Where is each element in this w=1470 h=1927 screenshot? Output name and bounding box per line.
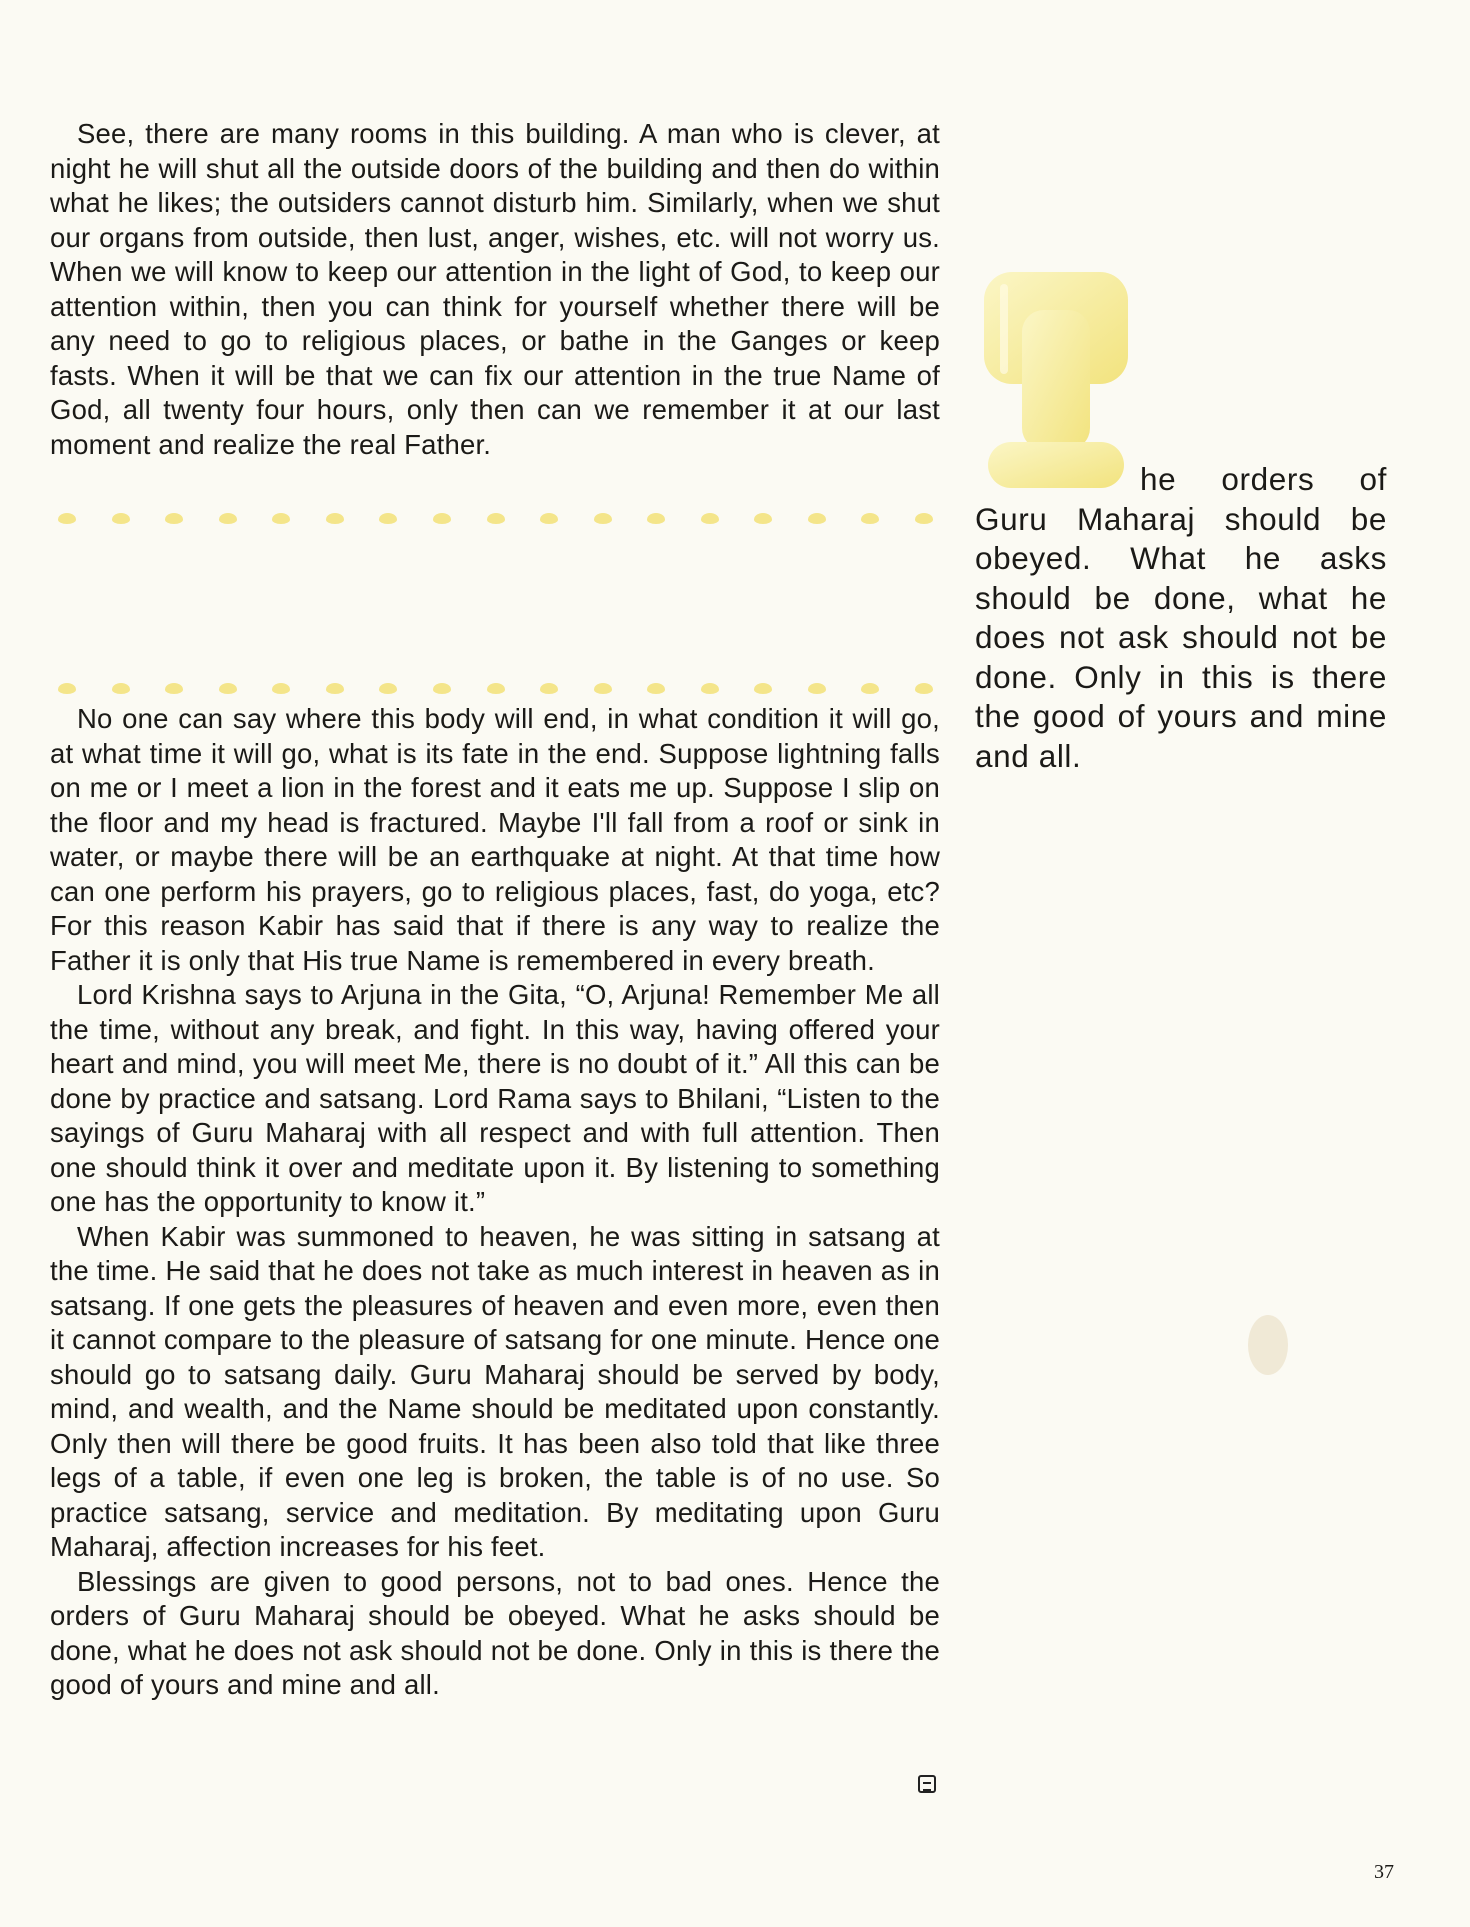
top-text-block — [50, 117, 940, 462]
ornament-dot — [272, 513, 290, 524]
ornament-dot — [379, 683, 397, 694]
ornament-dot — [701, 683, 719, 694]
body-paragraph: When Kabir was summoned to heaven, he was sitting in satsang at the time. He said that he does not take as much interest in heaven as in satsang. If one gets the pleasures of heaven and even more, even then it cannot compare to the pleasure of satsang for one minute. Hence one should go to satsang daily. Guru Maharaj should be served by body, mind, and wealth, and the Name should be meditated upon constantly. Only then will there be good fruits. It has been also told that like three legs of a table, if even one leg is broken, the table is of no use. So practice satsang, service and meditation. By meditating upon Guru Maharaj, affection increases for his feet. — [50, 1220, 940, 1562]
body-paragraph: Lord Krishna says to Arjuna in the Gita, “O, Arjuna! Remember Me all the time, without any break, and fight. In this way, having offered your heart and mind, you will meet Me, there is no doubt of it.” All this can be done by practice and satsang. Lord Rama says to Bhilani, “Listen to the sayings of Guru Maharaj with all respect and with full attention. Then one should think it over and meditate upon it. By listening to something one has the opportunity to know it.” — [50, 979, 940, 1217]
ornament-row-bottom — [58, 680, 933, 696]
ornament-dot — [915, 683, 933, 694]
ornament-dot — [808, 513, 826, 524]
ornament-dot — [112, 683, 130, 694]
ornament-dot — [272, 683, 290, 694]
pull-quote-first-line: he orders of — [1140, 461, 1387, 497]
ornament-dot — [433, 683, 451, 694]
bottom-text-block — [50, 702, 940, 1703]
ornament-dot — [433, 513, 451, 524]
ornament-dot — [594, 513, 612, 524]
ornament-dot — [647, 683, 665, 694]
ornament-dot — [379, 513, 397, 524]
ornament-dot — [701, 513, 719, 524]
ornament-dot — [861, 513, 879, 524]
ornament-dot — [219, 513, 237, 524]
drop-cap-letter — [982, 270, 1130, 490]
ornament-dot — [219, 683, 237, 694]
ornament-dot — [487, 513, 505, 524]
ornament-row-top — [58, 510, 933, 526]
end-of-article-icon — [918, 1775, 936, 1793]
top-paragraph: See, there are many rooms in this building. A man who is clever, at night he will shut all the outside doors of the building and then do within what he likes; the outsiders cannot disturb him. Similarly, when we shut our organs from outside, then lust, anger, wishes, etc. will not worry us. When we will know to keep our attention in the light of God, to keep our attention within, then you can think for yourself whether there will be any need to go to religious places, or bathe in the Ganges or keep fasts. When it will be that we can fix our attention in the true Name of God, all twenty four hours, only then can we remember it at our last moment and realize the real Father. — [50, 118, 940, 460]
ornament-dot — [754, 683, 772, 694]
ornament-dot — [165, 683, 183, 694]
ornament-dot — [112, 513, 130, 524]
ornament-dot — [540, 513, 558, 524]
ornament-dot — [754, 513, 772, 524]
ornament-dot — [487, 683, 505, 694]
ornament-dot — [540, 683, 558, 694]
ornament-dot — [326, 513, 344, 524]
body-paragraph: No one can say where this body will end, in what condition it will go, at what time it will go, what is its fate in the end. Suppose lightning falls on me or I meet a lion in the forest and it eats me up. Suppose I slip on the floor and my head is fractured. Maybe I'll fall from a roof or sink in water, or maybe there will be an earthquake at night. At that time how can one perform his prayers, go to religious places, fast, do yoga, etc? For this reason Kabir has said that if there is any way to realize the Father it is only that His true Name is remembered in every breath. — [50, 703, 940, 976]
ornament-dot — [58, 683, 76, 694]
ornament-dot — [647, 513, 665, 524]
ornament-dot — [808, 683, 826, 694]
ornament-dot — [165, 513, 183, 524]
ornament-dot — [915, 513, 933, 524]
ornament-dot — [594, 683, 612, 694]
body-paragraph: Blessings are given to good persons, not to bad ones. Hence the orders of Guru Maharaj should be obeyed. What he asks should be done, what he does not ask should not be done. Only in this is there the good of yours and mine and all. — [50, 1565, 940, 1700]
page-number: 37 — [1374, 1861, 1394, 1883]
pull-quote — [975, 460, 1387, 776]
pull-quote-text: Guru Maharaj should be obeyed. What he asks should be done, what he does not ask should not be done. Only in this is there the good of yours and mine and all. — [975, 500, 1387, 774]
ornament-dot — [58, 513, 76, 524]
paper-stain — [1248, 1315, 1288, 1375]
ornament-dot — [861, 683, 879, 694]
ornament-dot — [326, 683, 344, 694]
